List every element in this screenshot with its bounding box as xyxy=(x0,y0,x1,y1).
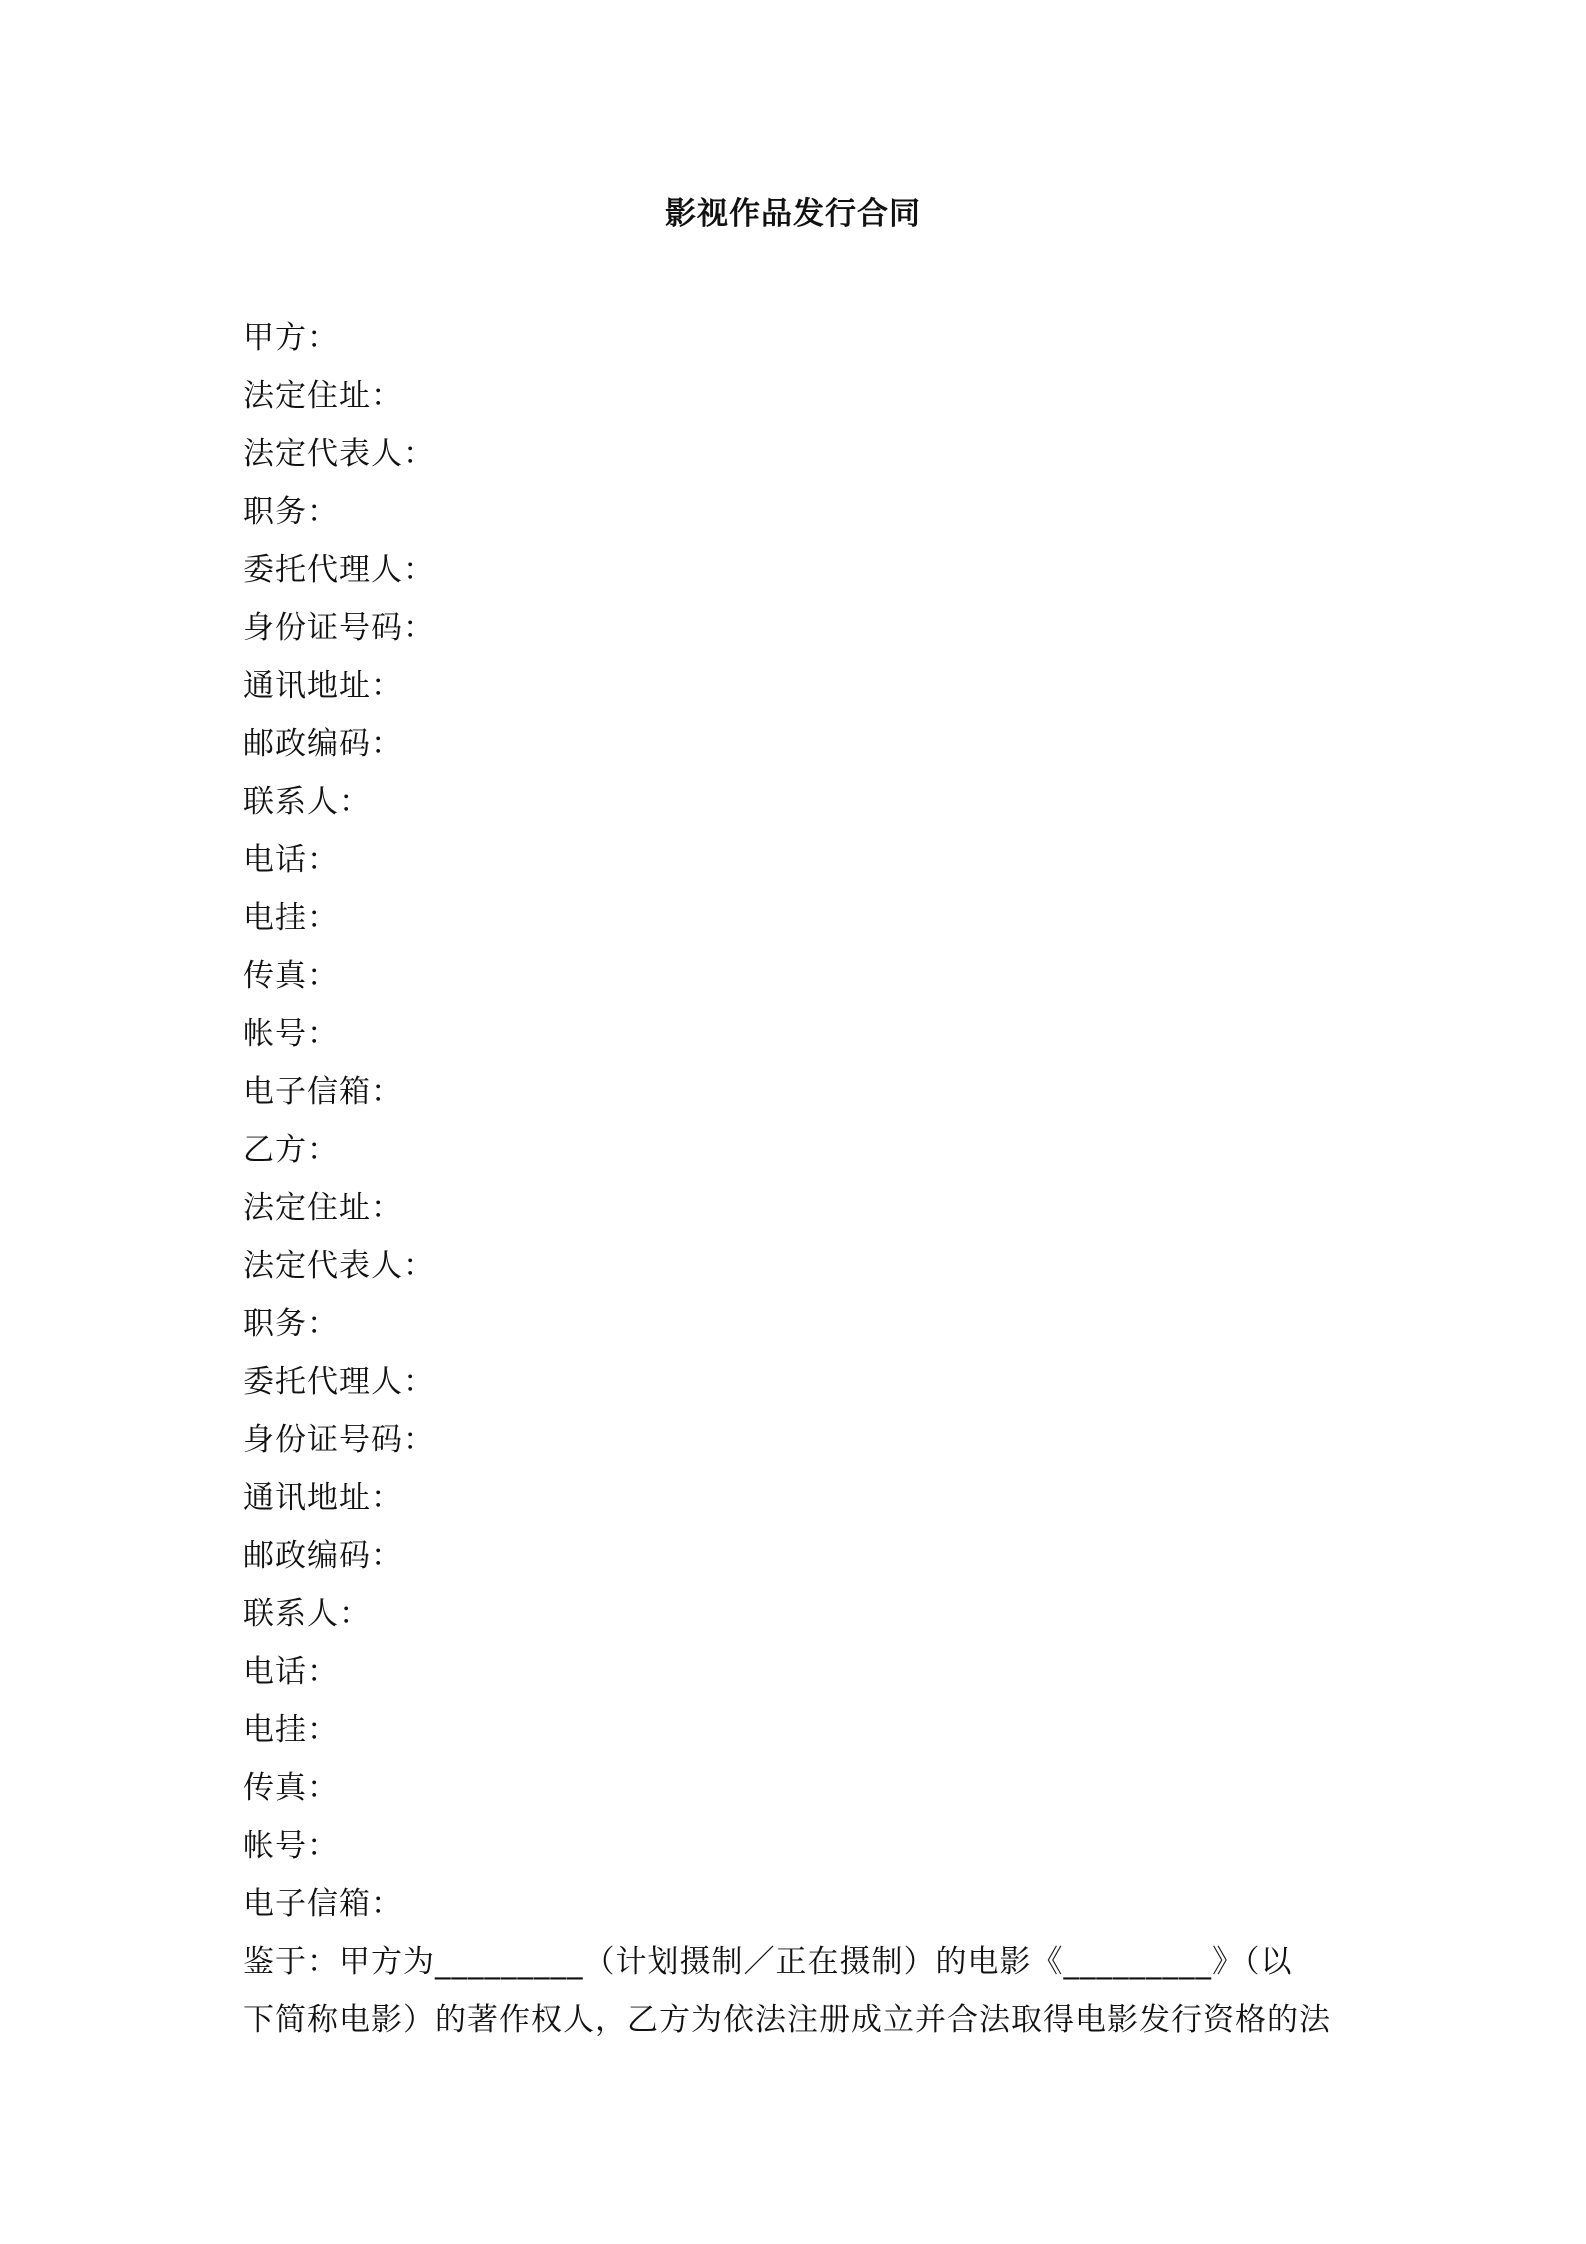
party-a-position-field: 职务： xyxy=(243,494,339,530)
party-b-email-field: 电子信箱： xyxy=(243,1886,403,1922)
party-b-name-field: 乙方： xyxy=(243,1132,339,1168)
party-a-telegram-field: 电挂： xyxy=(243,900,339,936)
party-a-contact-field: 联系人： xyxy=(243,784,371,820)
party-b-address-field: 法定住址： xyxy=(243,1190,403,1226)
party-a-fax-field: 传真： xyxy=(243,958,339,994)
recital-line-2: 下简称电影）的著作权人，乙方为依法注册成立并合法取得电影发行资格的法 xyxy=(243,2002,1331,2038)
party-b-telegram-field: 电挂： xyxy=(243,1712,339,1748)
party-a-postal-code-field: 邮政编码： xyxy=(243,726,403,762)
party-b-legal-representative-field: 法定代表人： xyxy=(243,1248,435,1284)
party-b-postal-code-field: 邮政编码： xyxy=(243,1538,403,1574)
party-b-fax-field: 传真： xyxy=(243,1770,339,1806)
party-b-position-field: 职务： xyxy=(243,1306,339,1342)
recital-line-1: 鉴于：甲方为_________（计划摄制／正在摄制）的电影《_________》（以 xyxy=(243,1944,1293,1980)
party-b-account-field: 帐号： xyxy=(243,1828,339,1864)
party-a-name-field: 甲方： xyxy=(243,320,339,356)
party-a-agent-field: 委托代理人： xyxy=(243,552,435,588)
party-a-phone-field: 电话： xyxy=(243,842,339,878)
document-title: 影视作品发行合同 xyxy=(665,196,921,232)
party-b-id-number-field: 身份证号码： xyxy=(243,1422,435,1458)
party-a-legal-representative-field: 法定代表人： xyxy=(243,436,435,472)
recital-paragraph xyxy=(243,1940,1343,2056)
party-b-phone-field: 电话： xyxy=(243,1654,339,1690)
party-a-account-field: 帐号： xyxy=(243,1016,339,1052)
party-b-agent-field: 委托代理人： xyxy=(243,1364,435,1400)
party-a-id-number-field: 身份证号码： xyxy=(243,610,435,646)
party-b-mailing-address-field: 通讯地址： xyxy=(243,1480,403,1516)
party-field-list xyxy=(243,316,435,1940)
party-b-contact-field: 联系人： xyxy=(243,1596,371,1632)
party-a-mailing-address-field: 通讯地址： xyxy=(243,668,403,704)
party-a-address-field: 法定住址： xyxy=(243,378,403,414)
party-a-email-field: 电子信箱： xyxy=(243,1074,403,1110)
